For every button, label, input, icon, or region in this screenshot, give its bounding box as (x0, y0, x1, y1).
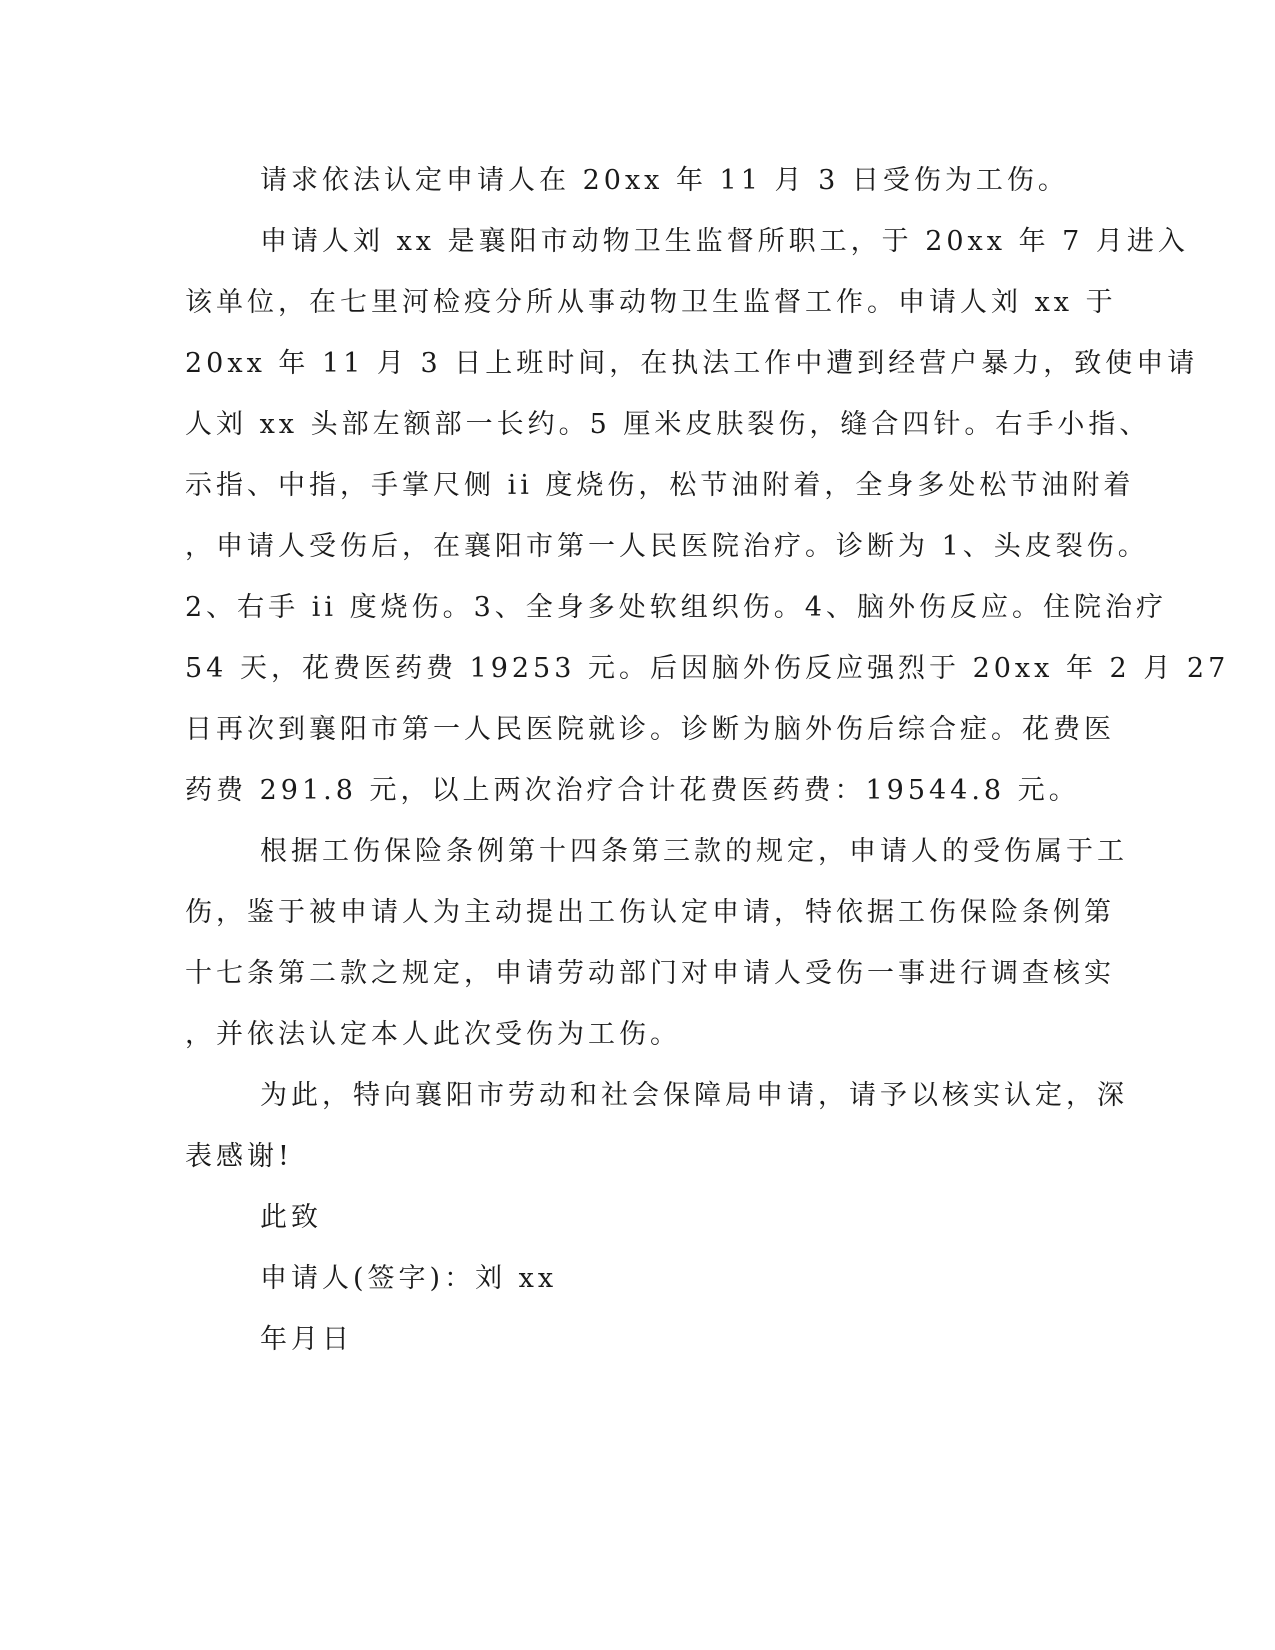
thanks-paragraph (185, 1065, 1128, 1187)
text-line: 该单位，在七里河检疫分所从事动物卫生监督工作。申请人刘 xx 于 (185, 287, 1117, 318)
text-line: 请求依法认定申请人在 20xx 年 11 月 3 日受伤为工伤。 (260, 165, 1069, 196)
text-line: 20xx 年 11 月 3 日上班时间，在执法工作中遭到经营户暴力，致使申请 (185, 348, 1199, 379)
document-page (185, 150, 1230, 1370)
text-line: 申请人刘 xx 是襄阳市动物卫生监督所职工，于 20xx 年 7 月进入 (260, 226, 1189, 257)
signature-line: 申请人(签字)：刘 xx (260, 1263, 558, 1294)
text-line: 表感谢! (185, 1141, 293, 1172)
text-line: ，申请人受伤后，在襄阳市第一人民医院治疗。诊断为 1、头皮裂伤。 (185, 531, 1149, 562)
salutation: 此致 (260, 1202, 322, 1233)
text-line: 人刘 xx 头部左额部一长约。5 厘米皮肤裂伤，缝合四针。右手小指、 (185, 409, 1151, 440)
request-paragraph (185, 150, 1069, 211)
text-line: 日再次到襄阳市第一人民医院就诊。诊断为脑外伤后综合症。花费医 (185, 714, 1115, 745)
text-line: 伤，鉴于被申请人为主动提出工伤认定申请，特依据工伤保险条例第 (185, 897, 1115, 928)
basis-paragraph (185, 821, 1128, 1065)
text-line: 54 天，花费医药费 19253 元。后因脑外伤反应强烈于 20xx 年 2 月 27 (185, 653, 1230, 684)
text-line: 药费 291.8 元，以上两次治疗合计花费医药费：19544.8 元。 (185, 775, 1080, 806)
text-line: 十七条第二款之规定，申请劳动部门对申请人受伤一事进行调查核实 (185, 958, 1115, 989)
text-line: 根据工伤保险条例第十四条第三款的规定，申请人的受伤属于工 (260, 836, 1128, 867)
text-line: ，并依法认定本人此次受伤为工伤。 (185, 1019, 681, 1050)
text-line: 为此，特向襄阳市劳动和社会保障局申请，请予以核实认定，深 (260, 1080, 1128, 1111)
text-line: 示指、中指，手掌尺侧 ii 度烧伤，松节油附着，全身多处松节油附着 (185, 470, 1135, 501)
facts-paragraph (185, 211, 1230, 821)
date-line: 年月日 (260, 1324, 353, 1355)
text-line: 2、右手 ii 度烧伤。3、全身多处软组织伤。4、脑外伤反应。住院治疗 (185, 592, 1167, 623)
